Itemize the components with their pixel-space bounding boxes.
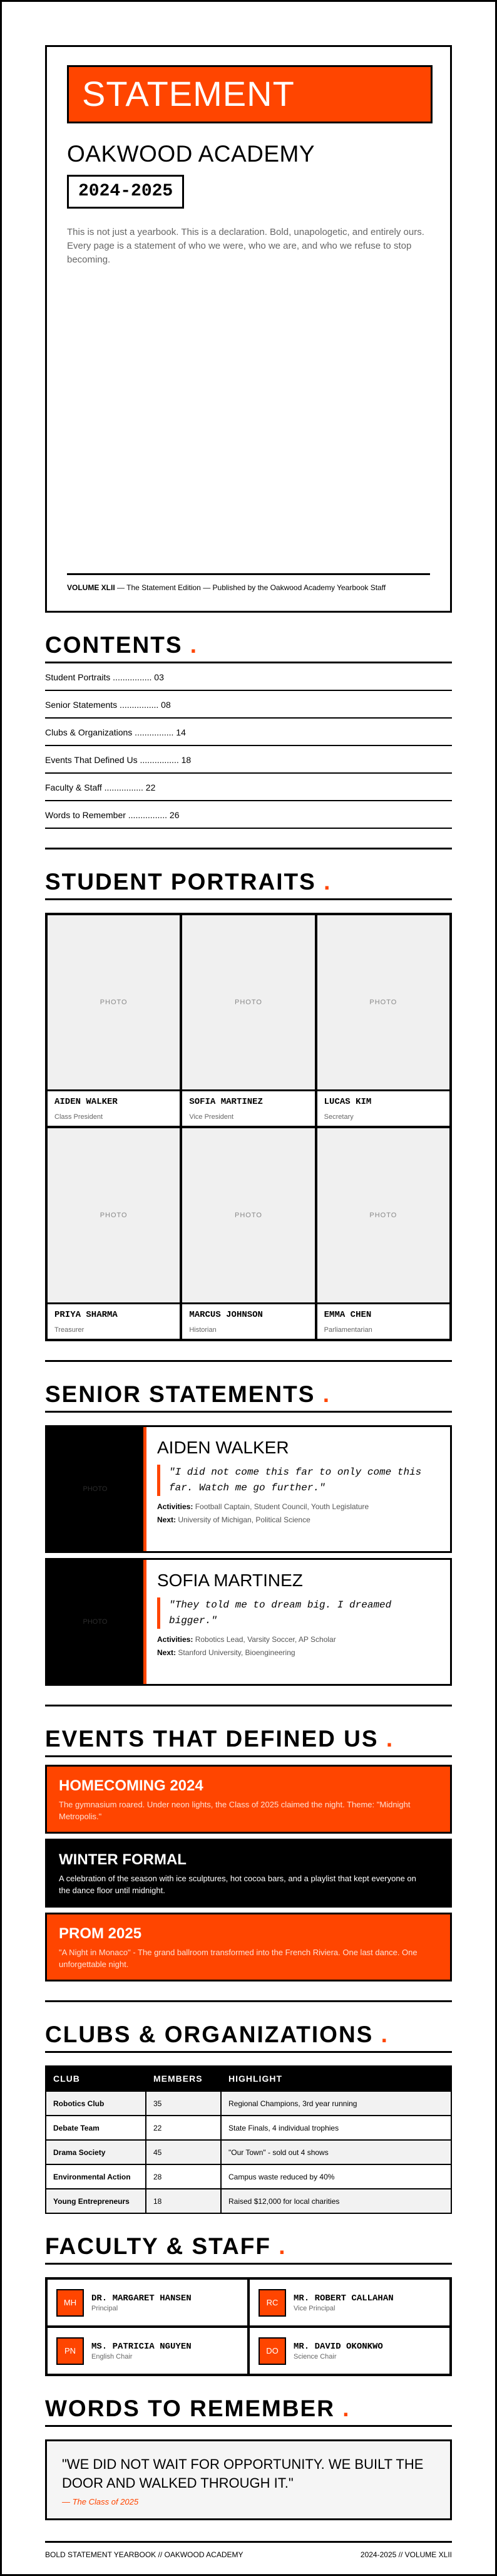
section-title: CLUBS & ORGANIZATIONS . (45, 2021, 452, 2053)
staff-name: MR. DAVID OKONKWO (294, 2341, 383, 2352)
toc-item[interactable]: Words to Remember ................ 26 (45, 801, 452, 829)
club-highlight: Raised $12,000 for local charities (221, 2189, 451, 2213)
portrait-card[interactable] (182, 915, 314, 1126)
event-card[interactable] (45, 1765, 452, 1834)
divider (45, 2000, 452, 2002)
event-text: The gymnasium roared. Under neon lights, the Class of 2025 claimed the night. Theme: "Midnight Metropolis." (59, 1800, 411, 1821)
club-highlight: State Finals, 4 individual trophies (221, 2116, 451, 2140)
section-title: STUDENT PORTRAITS . (45, 868, 452, 900)
photo-placeholder: PHOTO (48, 915, 180, 1089)
event-card[interactable] (45, 1839, 452, 1908)
toc-item[interactable]: Faculty & Staff ................ 22 (45, 774, 452, 801)
initials-avatar: MH (56, 2289, 84, 2317)
event-card[interactable] (45, 1913, 452, 1981)
activities-line: Activities: Robotics Lead, Varsity Soccer, AP Scholar (157, 1635, 336, 1644)
student-role: Secretary (324, 1113, 354, 1121)
quote-box (45, 2439, 452, 2520)
accent-dot: . (381, 2022, 389, 2047)
section-title: CONTENTS . (45, 631, 452, 663)
accent-dot: . (324, 869, 332, 895)
portrait-card[interactable] (48, 915, 180, 1126)
club-name: Young Entrepreneurs (46, 2189, 146, 2213)
event-title: WINTER FORMAL (59, 1851, 187, 1868)
table-row (46, 2091, 451, 2116)
clubs-table (45, 2065, 452, 2214)
student-name: PRIYA SHARMA (54, 1310, 118, 1320)
student-name: MARCUS JOHNSON (189, 1310, 263, 1320)
event-title: PROM 2025 (59, 1925, 142, 1942)
club-highlight: Regional Champions, 3rd year running (221, 2091, 451, 2116)
staff-name: DR. MARGARET HANSEN (91, 2293, 192, 2303)
initials-avatar: PN (56, 2337, 84, 2365)
staff-name: MR. ROBERT CALLAHAN (294, 2293, 394, 2303)
cover-footer (67, 573, 430, 593)
portrait-card[interactable] (317, 915, 449, 1126)
staff-name: MS. PATRICIA NGUYEN (91, 2341, 192, 2352)
footer-right: 2024-2025 // VOLUME XLII (360, 2550, 452, 2559)
table-header-row (46, 2066, 451, 2091)
club-name: Debate Team (46, 2116, 146, 2140)
photo-placeholder: PHOTO (182, 1128, 314, 1302)
quote-citation: — The Class of 2025 (62, 2497, 139, 2506)
year-badge: 2024-2025 (67, 175, 184, 209)
volume-label: VOLUME XLII (67, 583, 115, 592)
divider (45, 848, 452, 849)
activities-line: Activities: Football Captain, Student Council, Youth Legislature (157, 1502, 369, 1511)
yearbook-page (45, 45, 452, 2560)
accent-dot: . (386, 1726, 394, 1752)
club-members: 35 (146, 2091, 221, 2116)
staff-card[interactable] (250, 2280, 449, 2325)
club-members: 45 (146, 2140, 221, 2164)
student-role: Vice President (189, 1113, 234, 1121)
club-name: Robotics Club (46, 2091, 146, 2116)
staff-role: English Chair (91, 2352, 133, 2360)
staff-role: Science Chair (294, 2352, 337, 2360)
column-header: CLUB (46, 2066, 146, 2091)
accent-dot: . (322, 1381, 330, 1407)
school-name: OAKWOOD ACADEMY (67, 141, 315, 167)
next-line: Next: University of Michigan, Political Science (157, 1515, 310, 1524)
initials-avatar: RC (259, 2289, 286, 2317)
clubs-section (45, 2021, 452, 2214)
student-name: LUCAS KIM (324, 1097, 372, 1107)
club-highlight: "Our Town" - sold out 4 shows (221, 2140, 451, 2164)
initials-avatar: DO (259, 2337, 286, 2365)
senior-name: AIDEN WALKER (157, 1438, 289, 1457)
toc-item[interactable]: Student Portraits ................ 03 (45, 663, 452, 691)
toc-item[interactable]: Senior Statements ................ 08 (45, 691, 452, 719)
club-members: 28 (146, 2164, 221, 2189)
divider (45, 1360, 452, 1362)
staff-card[interactable] (250, 2328, 449, 2374)
student-role: Class President (54, 1113, 103, 1121)
student-role: Treasurer (54, 1326, 85, 1334)
photo-placeholder: PHOTO (182, 915, 314, 1089)
accent-dot: . (342, 2396, 351, 2421)
event-text: "A Night in Monaco" - The grand ballroom transformed into the French Riviera. One last dance. One unforgettable night. (59, 1948, 418, 1969)
photo-placeholder: PHOTO (47, 1427, 146, 1551)
contents-section (45, 631, 452, 829)
cover-panel (45, 45, 452, 613)
senior-card[interactable] (45, 1425, 452, 1553)
table-row (46, 2116, 451, 2140)
senior-card[interactable] (45, 1558, 452, 1686)
divider (45, 1705, 452, 1706)
photo-placeholder: PHOTO (48, 1128, 180, 1302)
column-header: MEMBERS (146, 2066, 221, 2091)
staff-grid (45, 2277, 452, 2376)
next-line: Next: Stanford University, Bioengineering (157, 1648, 295, 1657)
table-row (46, 2189, 451, 2213)
cover-intro: This is not just a yearbook. This is a declaration. Bold, unapologetic, and entirely ours. Every page is a statement of who we were, who we are, and who we refuse to stop becoming. (67, 227, 424, 265)
photo-placeholder: PHOTO (317, 1128, 449, 1302)
cover-title: STATEMENT (67, 65, 433, 123)
seniors-section (45, 1381, 452, 1686)
portraits-section (45, 868, 452, 1341)
event-title: HOMECOMING 2024 (59, 1777, 203, 1794)
club-highlight: Campus waste reduced by 40% (221, 2164, 451, 2189)
table-row (46, 2164, 451, 2189)
staff-role: Vice Principal (294, 2304, 336, 2312)
section-title: WORDS TO REMEMBER . (45, 2395, 452, 2427)
club-name: Environmental Action (46, 2164, 146, 2189)
words-section (45, 2395, 452, 2520)
portrait-card[interactable] (48, 1128, 180, 1339)
photo-placeholder: PHOTO (317, 915, 449, 1089)
event-text: A celebration of the season with ice sculptures, hot cocoa bars, and a playlist that kept everyone on the dance floor until midnight. (59, 1874, 416, 1895)
edition-text: — The Statement Edition — Published by the Oakwood Academy Yearbook Staff (115, 583, 386, 592)
staff-card[interactable] (48, 2280, 247, 2325)
club-name: Drama Society (46, 2140, 146, 2164)
closing-quote: "WE DID NOT WAIT FOR OPPORTUNITY. WE BUILT THE DOOR AND WALKED THROUGH IT." (62, 2456, 424, 2491)
staff-role: Principal (91, 2304, 118, 2312)
footer-left: BOLD STATEMENT YEARBOOK // OAKWOOD ACADEMY (45, 2550, 243, 2559)
section-title: FACULTY & STAFF . (45, 2233, 452, 2265)
section-title: EVENTS THAT DEFINED US . (45, 1725, 452, 1757)
events-section (45, 1725, 452, 1981)
photo-placeholder: PHOTO (47, 1560, 146, 1684)
senior-name: SOFIA MARTINEZ (157, 1571, 303, 1590)
student-name: EMMA CHEN (324, 1310, 372, 1320)
student-name: AIDEN WALKER (54, 1097, 118, 1107)
section-title: SENIOR STATEMENTS . (45, 1381, 452, 1413)
portrait-card[interactable] (317, 1128, 449, 1339)
student-name: SOFIA MARTINEZ (189, 1097, 263, 1107)
portrait-card[interactable] (182, 1128, 314, 1339)
senior-quote: "They told me to dream big. I dreamed bigger." (157, 1597, 439, 1629)
accent-dot: . (190, 632, 198, 658)
club-members: 18 (146, 2189, 221, 2213)
staff-card[interactable] (48, 2328, 247, 2374)
page-footer (45, 2541, 452, 2560)
table-row (46, 2140, 451, 2164)
student-role: Parliamentarian (324, 1326, 372, 1334)
toc-item[interactable]: Clubs & Organizations ................ 14 (45, 719, 452, 746)
toc-item[interactable]: Events That Defined Us ................ 18 (45, 746, 452, 774)
club-members: 22 (146, 2116, 221, 2140)
faculty-section (45, 2233, 452, 2376)
portrait-grid (45, 913, 452, 1341)
accent-dot: . (279, 2233, 287, 2259)
senior-quote: "I did not come this far to only come this far. Watch me go further." (157, 1465, 439, 1496)
student-role: Historian (189, 1326, 217, 1334)
column-header: HIGHLIGHT (221, 2066, 451, 2091)
